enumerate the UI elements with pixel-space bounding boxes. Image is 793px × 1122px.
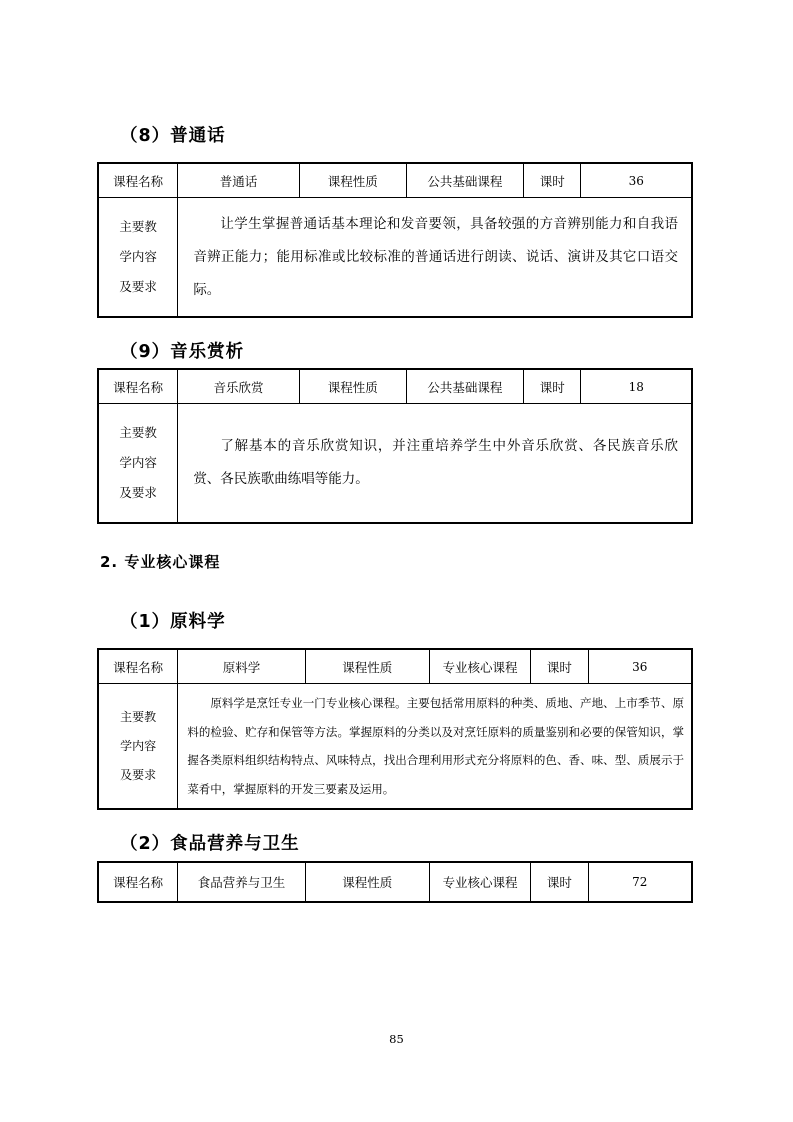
- course-description: 原料学是烹饪专业一门专业核心课程。主要包括常用原料的种类、质地、产地、上市季节、原料的检验、贮存和保管等方法。掌握原料的分类以及对烹饪原料的质量鉴别和必要的保管知识，掌握各类原料组织结构特点、风味特点，找出合理利用形式充分将原料的色、香、味、型、质展示于菜肴中，掌握原料的开发三要素及运用。: [187, 696, 684, 796]
- course-table-raw-materials: [97, 648, 693, 810]
- label-line: 学内容: [119, 455, 157, 470]
- course-table-putonghua: [97, 162, 693, 318]
- label-line: 及要求: [119, 485, 157, 500]
- heading-course-music: （9）音乐赏析: [120, 342, 245, 362]
- course-table-music: [97, 368, 693, 524]
- course-nature-label: 课程性质: [300, 164, 407, 197]
- hours-value: 36: [628, 173, 644, 188]
- hours-value: 18: [628, 379, 644, 394]
- page-number: 85: [389, 1032, 404, 1046]
- content-requirements-label: [99, 198, 178, 316]
- table-header-row: [99, 164, 691, 198]
- table-content-row: [99, 684, 691, 808]
- content-requirements-label: [99, 684, 178, 808]
- hours-value: 36: [632, 659, 648, 674]
- content-text-cell: [178, 404, 691, 522]
- course-name-label: 课程名称: [99, 650, 178, 683]
- table-header-row: [99, 650, 691, 684]
- course-name-label: 课程名称: [99, 164, 178, 197]
- table-content-row: [99, 198, 691, 316]
- course-nature-label: 课程性质: [300, 370, 407, 403]
- course-name-value: 食品营养与卫生: [178, 863, 305, 901]
- label-line: 主要教: [120, 709, 157, 724]
- label-line: 及要求: [119, 279, 157, 294]
- label-line: 及要求: [120, 767, 157, 782]
- table-header-row: [99, 370, 691, 404]
- course-table-food-nutrition: [97, 861, 693, 903]
- heading-course-food-nutrition: （2）食品营养与卫生: [120, 834, 300, 854]
- content-text-cell: [178, 684, 691, 808]
- course-description: 让学生掌握普通话基本理论和发音要领，具备较强的方音辨别能力和自我语音辨正能力；能用标准或比较标准的普通话进行朗读、说话、演讲及其它口语交际。: [193, 215, 678, 298]
- label-line: 学内容: [120, 738, 157, 753]
- page-content: [97, 0, 693, 903]
- label-line: 主要教: [119, 219, 157, 234]
- table-content-row: [99, 404, 691, 522]
- course-name-label: 课程名称: [99, 370, 178, 403]
- course-name-label: 课程名称: [99, 863, 178, 901]
- hours-label: 课时: [531, 863, 588, 901]
- heading-course-raw-materials: （1）原料学: [120, 612, 226, 632]
- hours-label: 课时: [531, 650, 588, 683]
- hours-label: 课时: [524, 370, 581, 403]
- label-line: 主要教: [119, 425, 157, 440]
- course-description: 了解基本的音乐欣赏知识，并注重培养学生中外音乐欣赏、各民族音乐欣赏、各民族歌曲练唱等能力。: [193, 438, 678, 487]
- course-name-value: 普通话: [178, 164, 299, 197]
- course-nature-value: 专业核心课程: [430, 650, 531, 683]
- course-nature-label: 课程性质: [306, 650, 430, 683]
- course-nature-value: 专业核心课程: [430, 863, 531, 901]
- course-nature-value: 公共基础课程: [407, 164, 524, 197]
- course-nature-label: 课程性质: [306, 863, 430, 901]
- content-requirements-label: [99, 404, 178, 522]
- course-name-value: 音乐欣赏: [178, 370, 299, 403]
- table-header-row: [99, 863, 691, 901]
- label-line: 学内容: [119, 249, 157, 264]
- heading-section-core-courses: 2. 专业核心课程: [100, 553, 221, 571]
- course-nature-value: 公共基础课程: [407, 370, 524, 403]
- heading-course-putonghua: （8）普通话: [120, 126, 226, 146]
- hours-label: 课时: [524, 164, 581, 197]
- hours-value: 72: [632, 875, 648, 889]
- content-text-cell: [178, 198, 691, 316]
- course-name-value: 原料学: [178, 650, 305, 683]
